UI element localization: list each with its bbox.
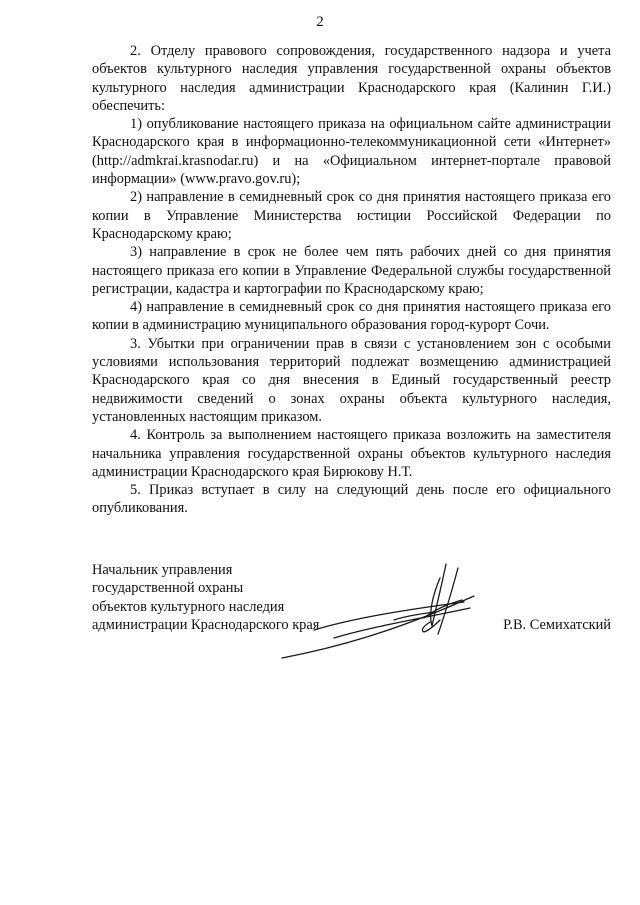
document-body [92, 42, 611, 518]
signatory-title-line: государственной охраны [92, 580, 244, 597]
page-number: 2 [316, 14, 324, 30]
signatory-title-line: Начальник управления [92, 562, 233, 578]
subparagraph-3: 3) направление в срок не более чем пять рабочих дней со дня принятия настоящего приказа его копии в Управление Федеральной службы государственной регистрации, кадастра и картографии по Краснодарскому краю; [92, 244, 611, 297]
signatory-title-line: администрации Краснодарского края [92, 616, 320, 633]
paragraph-item-4: 4. Контроль за выполнением настоящего приказа возложить на заместителя начальника управления государственной охраны объектов культурного наследия администрации Краснодарского края Бирюкову Н.Т. [92, 427, 611, 480]
subparagraph-4: 4) направление в семидневный срок со дня принятия настоящего приказа его копии в администрацию муниципального образования город-курорт Сочи. [92, 299, 611, 334]
subparagraph-2: 2) направление в семидневный срок со дня принятия настоящего приказа его копии в Управление Министерства юстиции Российской Федерации по Краснодарскому краю; [92, 189, 611, 242]
handwritten-signature [274, 560, 484, 670]
paragraph-item-5: 5. Приказ вступает в силу на следующий день после его официального опубликования. [92, 482, 611, 517]
subparagraph-1: 1) опубликование настоящего приказа на официальном сайте администрации Краснодарского края в информационно-телекоммуникационной сети «Интернет» (http://admkrai.krasnodar.ru) и на «Официальном интернет-портале правовой информации» (www.pravo.gov.ru); [92, 116, 611, 188]
signatory-title-line: объектов культурного наследия [92, 598, 285, 615]
signatory-name: Р.В. Семихатский [503, 616, 611, 633]
paragraph-item-2: 2. Отделу правового сопровождения, государственного надзора и учета объектов культурного наследия управления государственной охраны объектов культурного наследия администрации Краснодарского края (Калинин Г.И.) обеспечить: [92, 43, 611, 114]
paragraph-item-3: 3. Убытки при ограничении прав в связи с установлением зон с особыми условиями использования территорий подлежат возмещению администрацией Краснодарского края со дня внесения в Единый государственный реестр недвижимости сведений о зонах охраны объекта культурного наследия, установленных настоящим приказом. [92, 335, 611, 425]
